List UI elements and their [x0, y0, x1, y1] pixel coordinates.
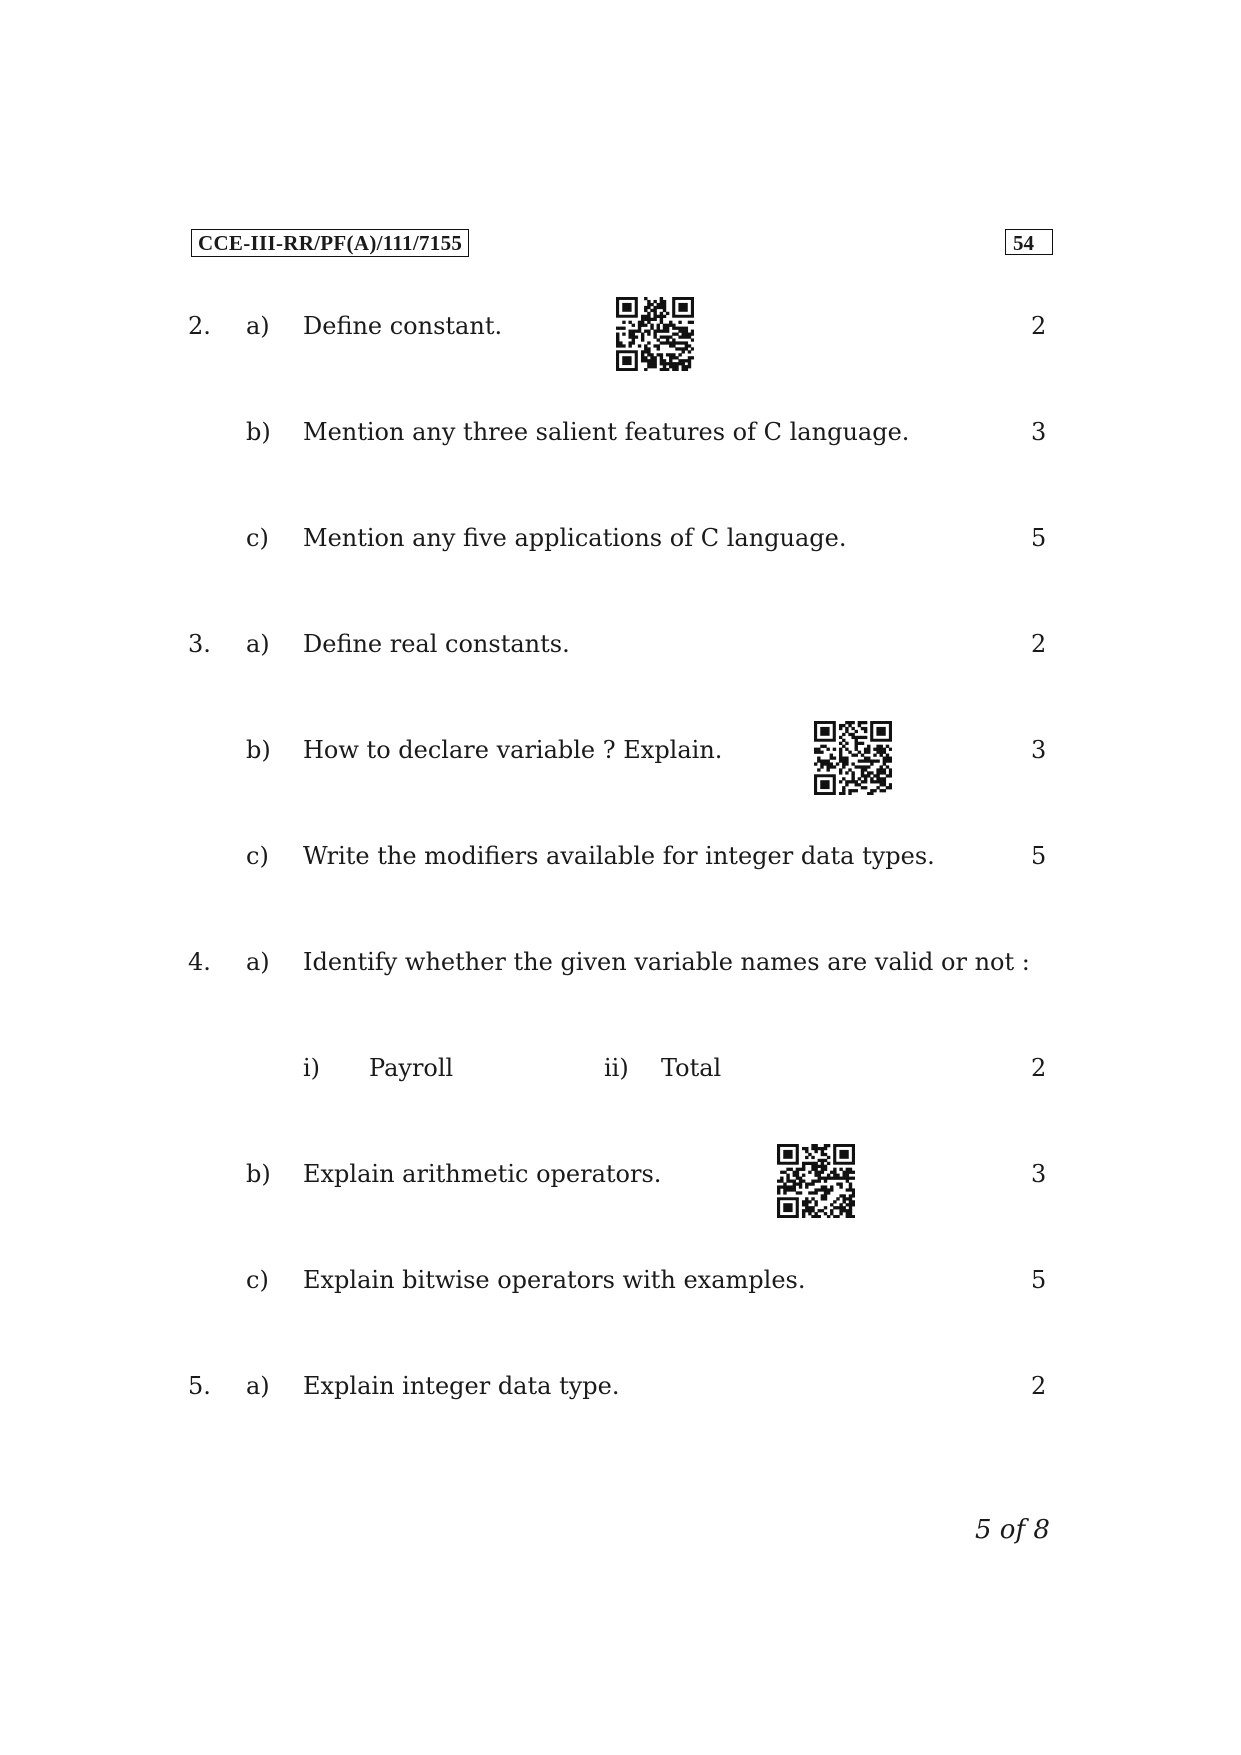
question-part: b): [246, 418, 271, 446]
question-marks: 5: [1031, 524, 1047, 552]
question-marks: 3: [1031, 418, 1047, 446]
question-marks: 2: [1031, 1372, 1047, 1400]
option-text: Total: [661, 1054, 722, 1082]
question-row: [0, 1158, 1241, 1190]
question-part: b): [246, 1160, 271, 1188]
option-label: ii): [604, 1054, 629, 1082]
question-text: Define real constants.: [303, 630, 570, 658]
question-row: [0, 416, 1241, 448]
question-text: Identify whether the given variable names are valid or not :: [303, 948, 1030, 976]
question-row: [0, 522, 1241, 554]
question-part: b): [246, 736, 271, 764]
question-options-row: [0, 1052, 1241, 1084]
question-text: How to declare variable ? Explain.: [303, 736, 723, 764]
question-part: c): [246, 524, 269, 552]
paper-code: CCE-III-RR/PF(A)/111/7155: [191, 229, 469, 257]
question-marks: 5: [1031, 842, 1047, 870]
question-part: a): [246, 312, 270, 340]
question-number: 5.: [188, 1372, 211, 1400]
question-marks: 5: [1031, 1266, 1047, 1294]
qr-code-icon: [777, 1144, 855, 1218]
qr-code-icon: [616, 297, 694, 371]
question-number: 3.: [188, 630, 211, 658]
question-row: [0, 946, 1241, 978]
question-text: Mention any three salient features of C language.: [303, 418, 910, 446]
question-marks: 2: [1031, 630, 1047, 658]
question-text: Define constant.: [303, 312, 503, 340]
question-part: a): [246, 948, 270, 976]
question-text: Explain arithmetic operators.: [303, 1160, 662, 1188]
question-marks: 3: [1031, 736, 1047, 764]
page-number-box: 54: [1005, 229, 1053, 255]
question-part: a): [246, 630, 270, 658]
option-text: Payroll: [369, 1054, 454, 1082]
page-indicator: 5 of 8: [975, 1515, 1050, 1545]
question-row: [0, 734, 1241, 766]
qr-code-icon: [814, 721, 892, 795]
question-text: Explain integer data type.: [303, 1372, 620, 1400]
question-row: [0, 1264, 1241, 1296]
question-row: [0, 628, 1241, 660]
option-label: i): [303, 1054, 321, 1082]
question-part: c): [246, 1266, 269, 1294]
question-row: [0, 840, 1241, 872]
question-text: Write the modifiers available for integer data types.: [303, 842, 935, 870]
question-part: a): [246, 1372, 270, 1400]
question-text: Mention any five applications of C language.: [303, 524, 847, 552]
question-text: Explain bitwise operators with examples.: [303, 1266, 806, 1294]
question-number: 4.: [188, 948, 211, 976]
question-part: c): [246, 842, 269, 870]
question-marks: 3: [1031, 1160, 1047, 1188]
question-number: 2.: [188, 312, 211, 340]
question-marks: 2: [1031, 312, 1047, 340]
question-marks: 2: [1031, 1054, 1047, 1082]
question-row: [0, 1370, 1241, 1402]
